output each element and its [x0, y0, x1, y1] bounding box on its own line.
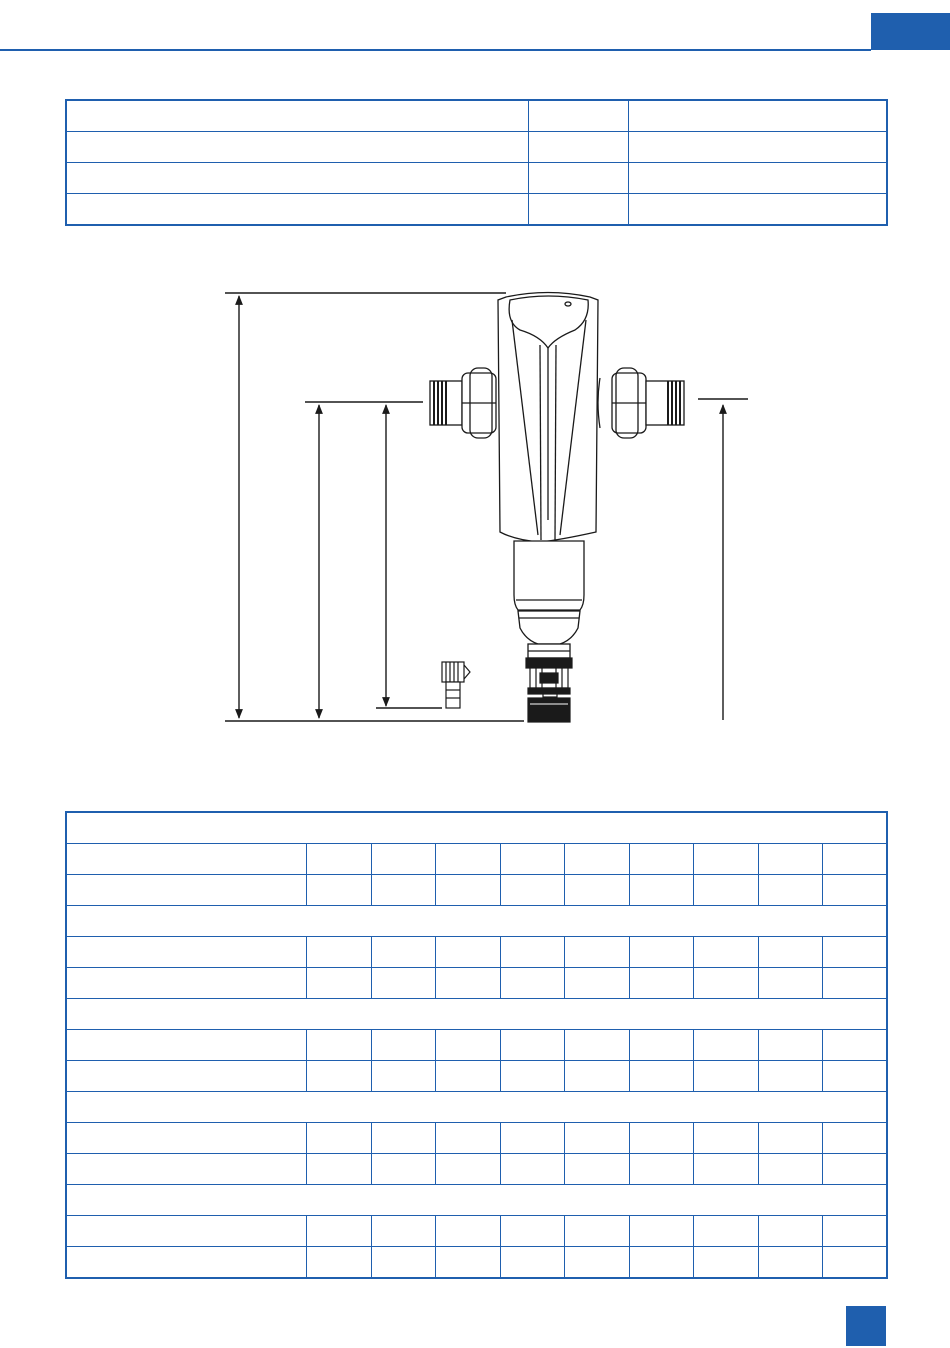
section-header-row	[66, 1092, 887, 1123]
table-row	[66, 1030, 887, 1061]
value-cell	[822, 1123, 887, 1154]
value-cell	[629, 1030, 693, 1061]
value-cell	[564, 875, 629, 906]
value-cell	[500, 1247, 564, 1279]
row-label-cell	[66, 1216, 306, 1247]
value-cell	[629, 875, 693, 906]
value-cell	[564, 937, 629, 968]
value-cell	[435, 1030, 500, 1061]
value-cell	[435, 1061, 500, 1092]
value-cell	[371, 1030, 435, 1061]
value-cell	[629, 937, 693, 968]
section-title	[66, 1185, 887, 1216]
section-title	[66, 1092, 887, 1123]
value-cell	[758, 968, 822, 999]
value-cell	[693, 1030, 758, 1061]
value-cell	[306, 1030, 371, 1061]
value-cell	[693, 1247, 758, 1279]
filter-housing	[498, 293, 598, 543]
value-cell	[435, 1216, 500, 1247]
value-cell	[822, 844, 887, 875]
value-cell	[435, 844, 500, 875]
value-cell	[371, 844, 435, 875]
value-cell	[500, 1061, 564, 1092]
value-cell	[371, 1216, 435, 1247]
row-label-cell	[66, 1061, 306, 1092]
row-label-cell	[66, 1247, 306, 1279]
value-cell	[758, 1030, 822, 1061]
value-cell	[435, 937, 500, 968]
section-header-row	[66, 1185, 887, 1216]
value-cell	[564, 1247, 629, 1279]
value-cell	[822, 1061, 887, 1092]
table-row	[66, 1123, 887, 1154]
value-cell	[564, 844, 629, 875]
value-cell	[693, 968, 758, 999]
value-cell	[500, 844, 564, 875]
table-row	[66, 875, 887, 906]
value-cell	[435, 1247, 500, 1279]
value-cell	[693, 875, 758, 906]
value-cell	[629, 844, 693, 875]
value-cell	[306, 1061, 371, 1092]
drain-valve	[526, 658, 572, 722]
row-label-cell	[66, 968, 306, 999]
value-cell	[306, 1247, 371, 1279]
value-cell	[693, 1154, 758, 1185]
value-cell	[758, 875, 822, 906]
value-cell	[822, 1216, 887, 1247]
table-row	[66, 1154, 887, 1185]
row-label-cell	[66, 844, 306, 875]
value-cell	[629, 1061, 693, 1092]
value-cell	[758, 1247, 822, 1279]
value-cell	[564, 1030, 629, 1061]
value-cell	[693, 1061, 758, 1092]
value-cell	[758, 1123, 822, 1154]
value-cell	[435, 968, 500, 999]
value-cell	[822, 1030, 887, 1061]
value-cell	[500, 937, 564, 968]
value-cell	[822, 1154, 887, 1185]
value-cell	[758, 1154, 822, 1185]
value-cell	[371, 1247, 435, 1279]
section-header-row	[66, 999, 887, 1030]
bottom-spec-table	[65, 811, 888, 1279]
table-row	[66, 1061, 887, 1092]
value-cell	[371, 968, 435, 999]
value-cell	[500, 1154, 564, 1185]
value-cell	[500, 1123, 564, 1154]
value-cell	[564, 968, 629, 999]
value-cell	[306, 1154, 371, 1185]
value-cell	[564, 1216, 629, 1247]
section-header-row	[66, 906, 887, 937]
value-cell	[306, 875, 371, 906]
page-number-block	[846, 1306, 886, 1346]
row-label-cell	[66, 1030, 306, 1061]
section-title	[66, 906, 887, 937]
section-header-row	[66, 812, 887, 844]
table-row	[66, 1216, 887, 1247]
value-cell	[758, 937, 822, 968]
value-cell	[500, 875, 564, 906]
row-label-cell	[66, 937, 306, 968]
value-cell	[500, 968, 564, 999]
table-row	[66, 844, 887, 875]
value-cell	[306, 1216, 371, 1247]
value-cell	[693, 844, 758, 875]
value-cell	[371, 1123, 435, 1154]
section-title	[66, 999, 887, 1030]
filter-lower-housing	[514, 541, 584, 658]
value-cell	[822, 968, 887, 999]
value-cell	[564, 1123, 629, 1154]
value-cell	[822, 875, 887, 906]
value-cell	[306, 1123, 371, 1154]
value-cell	[629, 1154, 693, 1185]
value-cell	[629, 1123, 693, 1154]
inlet-connector	[430, 368, 496, 438]
row-label-cell	[66, 1123, 306, 1154]
value-cell	[629, 1247, 693, 1279]
value-cell	[435, 1123, 500, 1154]
table-row	[66, 937, 887, 968]
value-cell	[822, 937, 887, 968]
value-cell	[371, 1154, 435, 1185]
value-cell	[306, 937, 371, 968]
value-cell	[629, 1216, 693, 1247]
value-cell	[693, 1123, 758, 1154]
value-cell	[371, 1061, 435, 1092]
value-cell	[500, 1030, 564, 1061]
outlet-connector	[598, 368, 684, 438]
value-cell	[435, 875, 500, 906]
value-cell	[758, 1061, 822, 1092]
value-cell	[693, 937, 758, 968]
value-cell	[693, 1216, 758, 1247]
value-cell	[758, 844, 822, 875]
table-row	[66, 1247, 887, 1279]
value-cell	[564, 1154, 629, 1185]
value-cell	[758, 1216, 822, 1247]
value-cell	[435, 1154, 500, 1185]
value-cell	[629, 968, 693, 999]
row-label-cell	[66, 875, 306, 906]
value-cell	[306, 968, 371, 999]
table-row	[66, 968, 887, 999]
row-label-cell	[66, 1154, 306, 1185]
value-cell	[500, 1216, 564, 1247]
value-cell	[371, 937, 435, 968]
value-cell	[306, 844, 371, 875]
value-cell	[822, 1247, 887, 1279]
value-cell	[564, 1061, 629, 1092]
value-cell	[371, 875, 435, 906]
hose-nozzle	[442, 662, 470, 708]
section-title	[66, 812, 887, 844]
